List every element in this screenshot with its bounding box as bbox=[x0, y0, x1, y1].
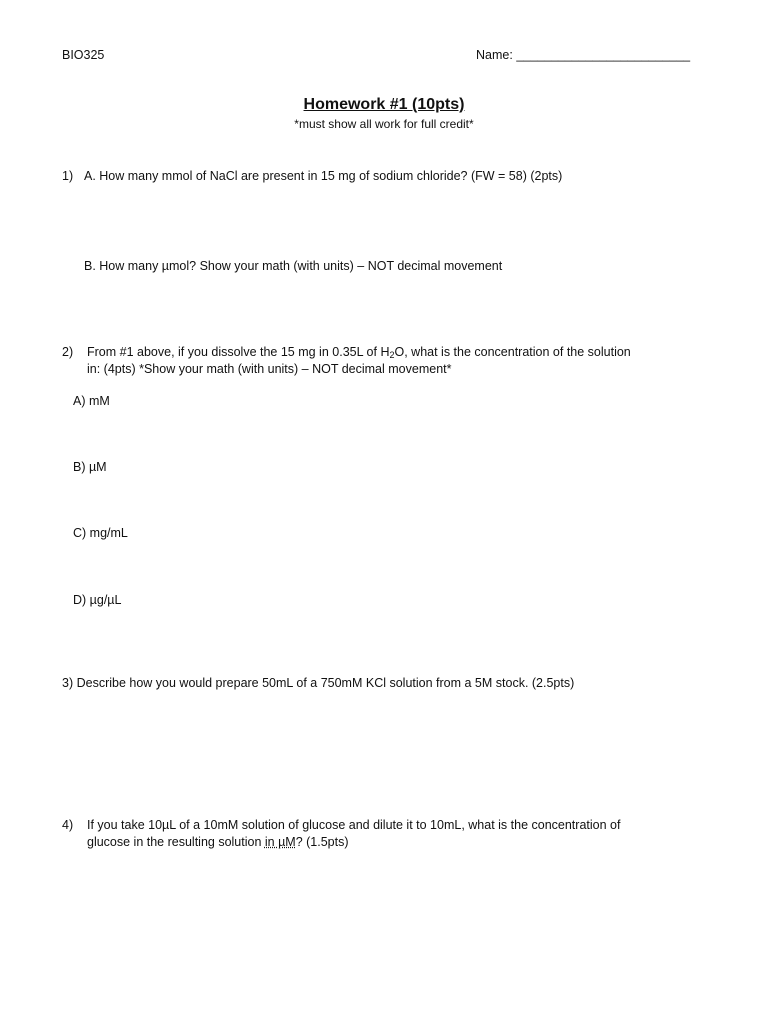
question-4-line2-start: glucose in the resulting solution bbox=[87, 835, 265, 849]
question-1a: A. How many mmol of NaCl are present in 15 mg of sodium chloride? (FW = 58) (2pts) bbox=[84, 169, 563, 183]
page-title: Homework #1 (10pts) bbox=[303, 96, 465, 113]
question-2-line1-start: From #1 above, if you dissolve the 15 mg in 0.35L of H bbox=[87, 345, 390, 359]
name-label: Name: bbox=[476, 48, 513, 62]
water-subscript: 2 bbox=[389, 350, 395, 360]
course-code: BIO325 bbox=[62, 48, 105, 62]
question-4-line2 bbox=[87, 834, 349, 851]
question-2-part-a: A) mM bbox=[73, 394, 110, 408]
question-2-line1-end: O, what is the concentration of the solution bbox=[394, 345, 631, 359]
question-4-line1: If you take 10µL of a 10mM solution of glucose and dilute it to 10mL, what is the concentration of bbox=[87, 818, 621, 832]
question-3: 3) Describe how you would prepare 50mL of a 750mM KCl solution from a 5M stock. (2.5pts) bbox=[62, 676, 575, 690]
question-4-unit-marked: in µM bbox=[264, 835, 296, 849]
question-2-number: 2) bbox=[62, 345, 74, 359]
question-4-number: 4) bbox=[62, 818, 74, 832]
page-subtitle: *must show all work for full credit* bbox=[294, 117, 474, 131]
question-2-part-b: B) µM bbox=[73, 460, 107, 474]
question-2-part-d: D) µg/µL bbox=[73, 593, 122, 607]
question-4-line2-end: ? (1.5pts) bbox=[295, 835, 349, 849]
question-1b: B. How many µmol? Show your math (with units) – NOT decimal movement bbox=[84, 259, 503, 273]
name-field bbox=[476, 47, 690, 64]
question-1-number: 1) bbox=[62, 169, 74, 183]
question-2-part-c: C) mg/mL bbox=[73, 526, 128, 540]
name-blank: _________________________ bbox=[516, 48, 691, 62]
question-2-line1 bbox=[87, 344, 631, 361]
question-2-line2: in: (4pts) *Show your math (with units) – NOT decimal movement* bbox=[87, 362, 452, 376]
